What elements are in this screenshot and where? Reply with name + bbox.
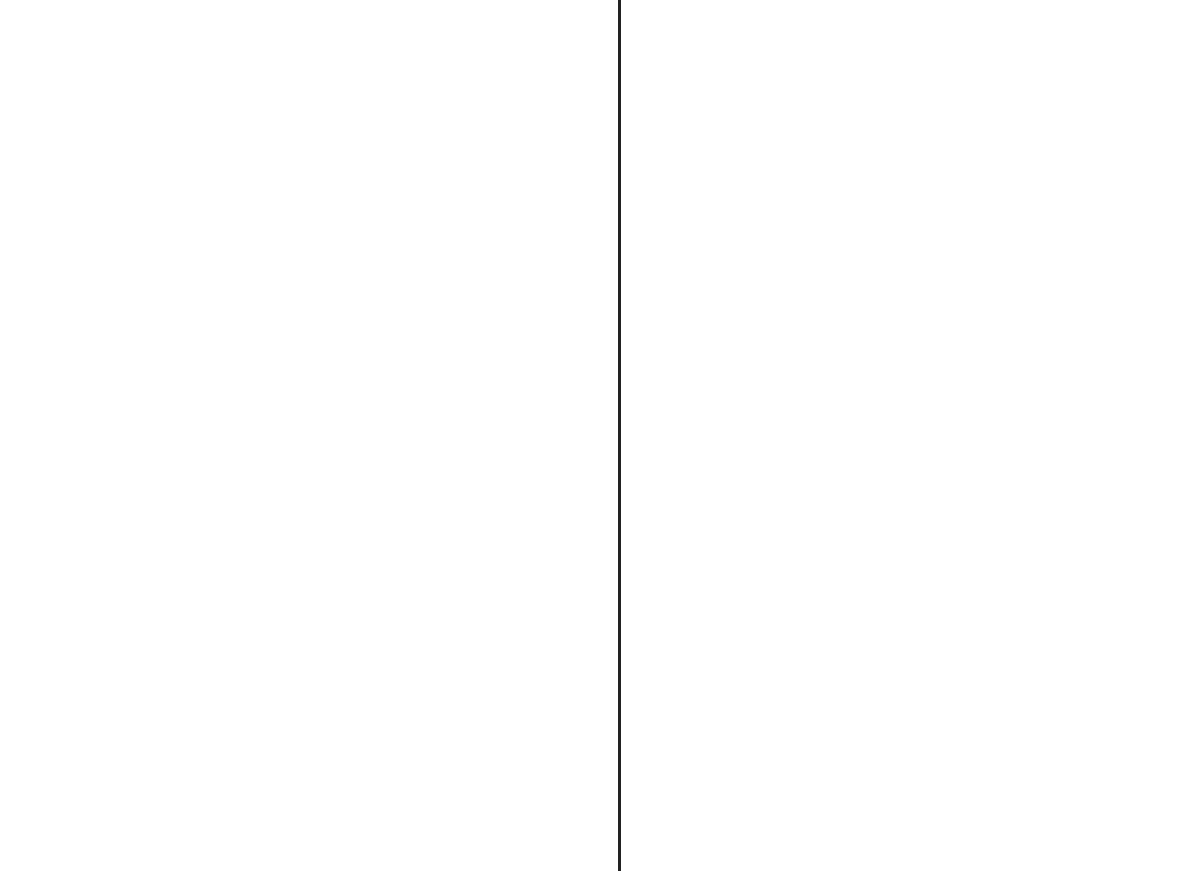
book-gutter [618,0,621,871]
figure-caption [100,258,540,270]
figure-6-charts [100,28,560,250]
right-page [628,0,1200,871]
